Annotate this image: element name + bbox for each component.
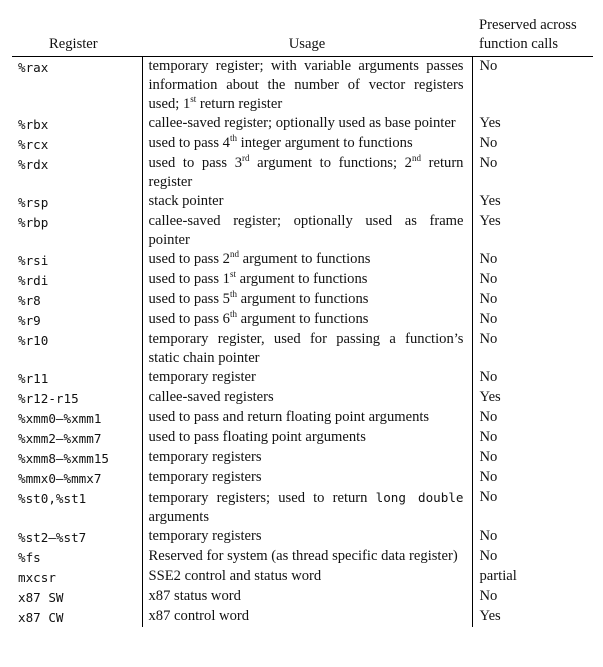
register-cell: %xmm8–%xmm15 [18,451,109,466]
usage-cell: used to pass 2nd argument to functions [142,250,472,270]
table-row [12,57,593,115]
header-preserved-line1: Preserved across [479,17,577,33]
table-row [12,212,593,250]
table-row [12,114,593,134]
table-row [12,488,593,527]
preserved-cell: Yes [479,115,501,131]
register-cell: %r12-r15 [18,391,79,406]
preserved-cell: No [479,449,498,465]
register-usage-document [12,16,593,627]
preserved-cell: No [479,369,498,385]
register-cell: %r9 [18,313,41,328]
preserved-cell: No [479,469,498,485]
preserved-cell: Yes [479,193,501,209]
usage-cell: used to pass 5th argument to functions [142,290,472,310]
usage-cell: used to pass 4th integer argument to functions [142,134,472,154]
usage-cell: temporary registers [142,527,472,547]
usage-cell: temporary register; with variable arguments passes information about the number of vector registers used; 1st return register [142,57,472,115]
register-usage-table [12,16,593,627]
preserved-cell: Yes [479,389,501,405]
register-cell: %mmx0–%mmx7 [18,471,102,486]
header-preserved-line2: function calls [479,36,559,52]
preserved-cell: No [479,135,498,151]
register-cell: %r10 [18,333,49,348]
usage-cell: used to pass 1st argument to functions [142,270,472,290]
register-cell: %st2–%st7 [18,530,87,545]
register-cell: mxcsr [18,570,56,585]
register-cell: %rdx [18,157,49,172]
register-cell: %rbp [18,215,49,230]
register-cell: %rsp [18,195,49,210]
table-row [12,607,593,627]
usage-cell: Reserved for system (as thread specific data register) [142,547,472,567]
table-row [12,388,593,408]
table-row [12,134,593,154]
table-row [12,368,593,388]
table-row [12,310,593,330]
usage-cell: temporary register, used for passing a function’s static chain pointer [142,330,472,368]
preserved-cell: Yes [479,608,501,624]
register-cell: %fs [18,550,41,565]
register-cell: %r11 [18,371,49,386]
header-usage: Usage [288,36,326,52]
register-cell: x87 SW [18,590,64,605]
register-cell: %rbx [18,117,49,132]
table-row [12,250,593,270]
preserved-cell: No [479,588,498,604]
register-cell: %st0,%st1 [18,491,87,506]
usage-cell: temporary register [142,368,472,388]
register-cell: %rax [18,60,49,75]
table-row [12,270,593,290]
register-cell: %xmm0–%xmm1 [18,411,102,426]
table-row [12,527,593,547]
table-row [12,468,593,488]
register-cell: %rcx [18,137,49,152]
usage-cell: x87 status word [142,587,472,607]
table-row [12,330,593,368]
table-row [12,448,593,468]
table-row [12,154,593,192]
table-row [12,290,593,310]
preserved-cell: No [479,251,498,267]
preserved-cell: No [479,155,498,171]
table-row [12,408,593,428]
preserved-cell: partial [479,568,517,584]
usage-cell: x87 control word [142,607,472,627]
register-cell: %rdi [18,273,49,288]
table-row [12,192,593,212]
preserved-cell: Yes [479,213,501,229]
preserved-cell: No [479,331,498,347]
register-cell: %rsi [18,253,49,268]
preserved-cell: No [479,58,498,74]
header-preserved [472,16,593,57]
table-row [12,547,593,567]
header-register: Register [49,36,98,52]
table-row [12,587,593,607]
usage-cell: used to pass and return floating point arguments [142,408,472,428]
preserved-cell: No [479,489,498,505]
table-row [12,567,593,587]
usage-cell: used to pass floating point arguments [142,428,472,448]
usage-cell: used to pass 6th argument to functions [142,310,472,330]
usage-cell: used to pass 3rd argument to functions; 2nd return register [142,154,472,192]
usage-cell: temporary registers [142,468,472,488]
usage-cell: temporary registers; used to return long double arguments [142,488,472,527]
register-cell: %xmm2–%xmm7 [18,431,102,446]
register-cell: x87 CW [18,610,64,625]
register-cell: %r8 [18,293,41,308]
preserved-cell: No [479,291,498,307]
usage-cell: temporary registers [142,448,472,468]
usage-cell: callee-saved register; optionally used as base pointer [142,114,472,134]
preserved-cell: No [479,271,498,287]
preserved-cell: No [479,311,498,327]
table-row [12,428,593,448]
usage-cell: SSE2 control and status word [142,567,472,587]
table-header-row [12,16,593,57]
preserved-cell: No [479,528,498,544]
preserved-cell: No [479,548,498,564]
usage-cell: stack pointer [142,192,472,212]
usage-cell: callee-saved register; optionally used as frame pointer [142,212,472,250]
preserved-cell: No [479,429,498,445]
preserved-cell: No [479,409,498,425]
usage-cell: callee-saved registers [142,388,472,408]
